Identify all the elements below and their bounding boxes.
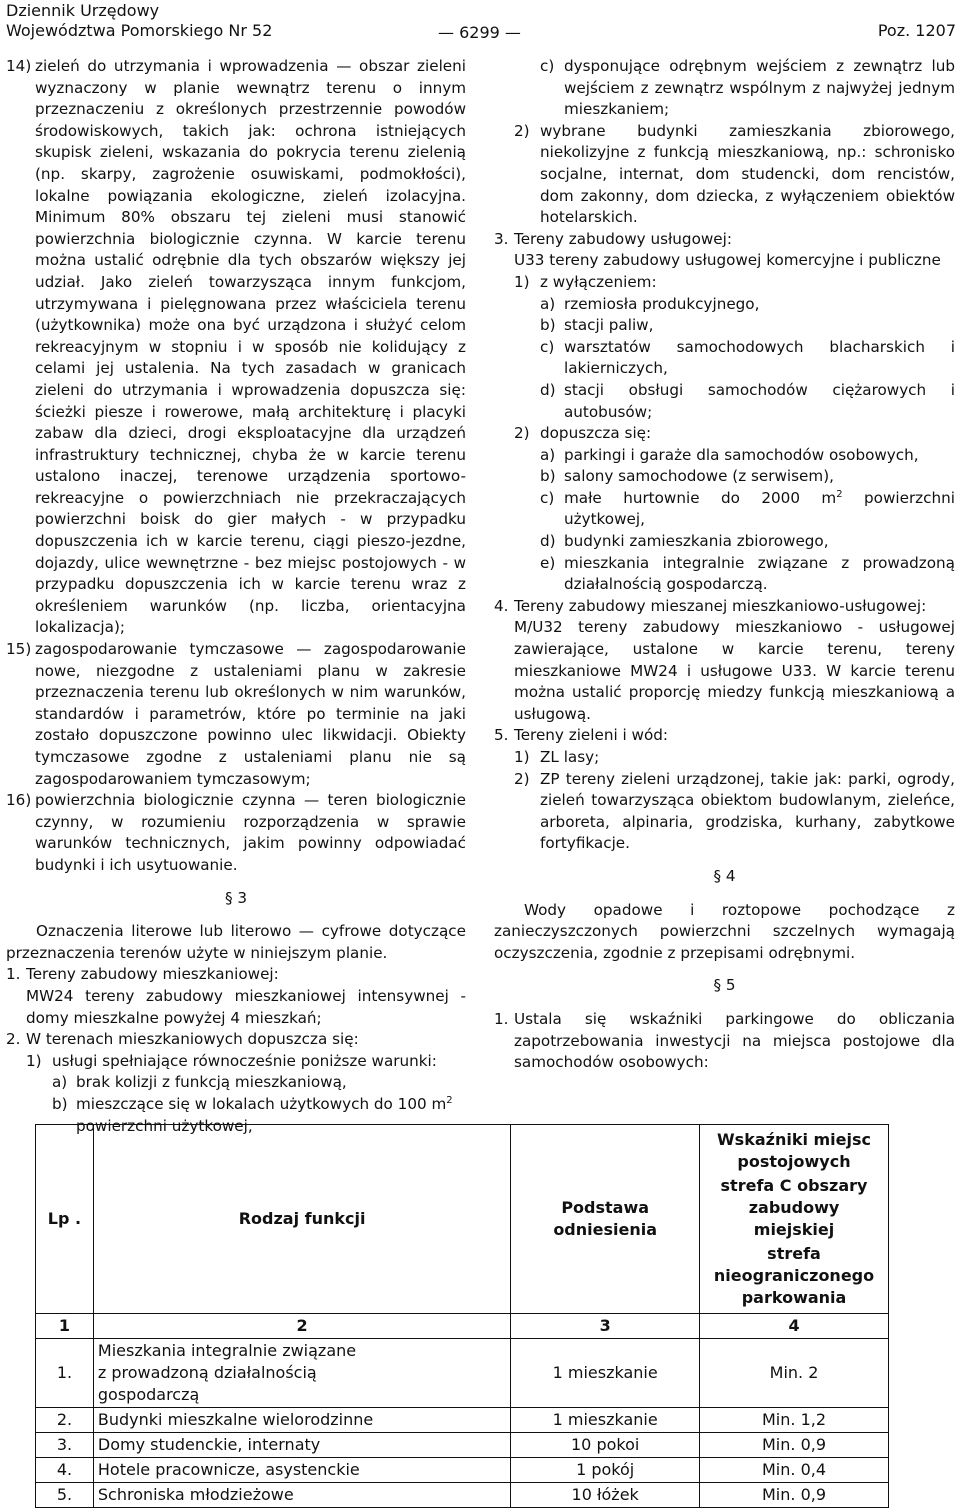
header-function: Rodzaj funkcji [93, 1125, 510, 1314]
superscript: 2 [446, 1094, 453, 1106]
section-3-intro: Oznaczenia literowe lub literowo — cyfrowe dotyczące przeznaczenia terenów użyte w niniejszym planie. [6, 922, 466, 962]
header-indicators [700, 1125, 889, 1314]
right-column [494, 56, 955, 1074]
section-4-heading: § 4 [713, 866, 736, 885]
table-row [36, 1433, 889, 1458]
paragraph-2-point-1 [26, 1051, 466, 1073]
paragraph-3-point-2c [540, 488, 955, 531]
letter-text: budynki zamieszkania zbiorowego, [564, 532, 829, 551]
position-number: Poz. 1207 [877, 21, 956, 40]
header-zone-c: strefa C obszary zabudowy miejskiej [720, 1176, 868, 1239]
table-cell: 3. [36, 1433, 94, 1458]
item-number: 16) [6, 791, 32, 810]
paragraph-3 [494, 229, 955, 251]
journal-title: Dziennik Urzędowy [6, 1, 160, 20]
letter-text-main: mieszczące się w lokalach użytkowych do 100 m [76, 1094, 447, 1113]
definition-item-14 [6, 56, 466, 639]
letter-text: salony samochodowe (z serwisem), [564, 467, 834, 486]
table-cell: Hotele pracownicze, asystenckie [93, 1458, 510, 1483]
item-text: zagospodarowanie tymczasowe — zagospodarowanie nowe, niezgodne z ustaleniami planu w zakresie przeznaczenia terenu lub określonych w nim warunków, standardów i parametrów, które po terminie na jaki zostało dopuszczone powinno ulec likwidacji. Obiekty tymczasowe zgodne z ustaleniami planu nie są zagospodarowaniem tymczasowym; [35, 640, 466, 788]
letter-number: e) [540, 553, 556, 572]
paragraph-2-point-2 [514, 121, 955, 229]
paragraph-3-point-2a [540, 445, 955, 467]
letter-text [564, 488, 955, 531]
table-cell: 1 pokój [511, 1458, 700, 1483]
letter-text: brak kolizji z funkcją mieszkaniową, [76, 1073, 347, 1092]
paragraph-3-point-1b [540, 315, 955, 337]
letter-number: c) [540, 488, 555, 507]
paragraph-number: 2. [6, 1030, 21, 1049]
table-row [36, 1483, 889, 1508]
paragraph-number: 1. [6, 965, 21, 984]
table-cell: Schroniska młodzieżowe [93, 1483, 510, 1508]
paragraph-4-description: M/U32 tereny zabudowy mieszkaniowo - usługowej zawierające, ustalone w karcie terenu, tereny mieszkaniowe MW24 i usługowe U33. W karcie terenu można ustalić proporcję miedzy funkcją mieszkaniową a usługową. [514, 618, 955, 723]
table-cell: 1. [36, 1339, 94, 1408]
paragraph-3-description: U33 tereny zabudowy usługowej komercyjne i publiczne [514, 251, 941, 270]
point-text: ZL lasy; [540, 748, 600, 766]
page-number: — 6299 — [438, 23, 521, 42]
paragraph-text: Tereny zabudowy mieszkaniowej: [26, 965, 279, 984]
section-5-heading: § 5 [713, 976, 736, 995]
table-row [36, 1458, 889, 1483]
item-text: powierzchnia biologicznie czynna — teren biologicznie czynny, w rozumieniu rozporządzenia w sprawie warunków technicznych, jakim powinny odpowiadać budynki i ich usytuowanie. [35, 791, 466, 874]
table-cell: 2. [36, 1408, 94, 1433]
point-text: ZP tereny zieleni urządzonej, takie jak: parki, ogrody, zieleń towarzysząca obiektom budowlanym, zieleńce, arboreta, alpinaria, grodziska, kurhany, zabytkowe fortyfikacje. [540, 769, 955, 853]
paragraph-3-point-2e [540, 553, 955, 596]
point-number: 2) [514, 769, 530, 788]
point-text: wybrane budynki zamieszkania zbiorowego, niekolizyjne z funkcją mieszkaniową, np.: schronisko socjalne, internat, dom studencki, dom rencistów, dom zakonny, dom dziecka, z wyłączeniem obiektów hotelarskich. [540, 121, 955, 227]
journal-issue: Województwa Pomorskiego Nr 52 [6, 21, 273, 40]
point-text: usługi spełniające równocześnie poniższe warunki: [52, 1051, 437, 1070]
table-header-row [36, 1125, 889, 1314]
point-number: 1) [514, 748, 530, 766]
item-number: 15) [6, 640, 32, 659]
letter-text: mieszkania integralnie związane z prowadzoną działalnością gospodarczą. [564, 553, 955, 594]
paragraph-4 [494, 596, 955, 618]
paragraph-5-point-1 [514, 747, 955, 769]
table-cell: 1 mieszkanie [511, 1339, 700, 1408]
letter-number: b) [540, 467, 556, 486]
point-text: dopuszcza się: [540, 424, 652, 443]
table-cell: 10 łóżek [511, 1483, 700, 1508]
paragraph-2 [6, 1029, 466, 1051]
paragraph-number: 4. [494, 596, 509, 615]
letter-number: c) [540, 57, 555, 75]
paragraph-3-point-1d [540, 380, 955, 423]
table-numbering-row [36, 1314, 889, 1339]
paragraph-1 [6, 964, 466, 986]
paragraph-number: 1. [494, 1009, 509, 1028]
point-number: 2) [514, 424, 530, 443]
paragraph-1-description: MW24 tereny zabudowy mieszkaniowej intensywnej - domy mieszkalne powyżej 4 mieszkań; [26, 986, 466, 1027]
table-cell: Min. 0,9 [700, 1483, 889, 1508]
paragraph-text: W terenach mieszkaniowych dopuszcza się: [26, 1030, 359, 1049]
header-zone-free: strefa nieograniczonego parkowania [713, 1244, 875, 1307]
letter-text-tail: powierzchni użytkowej, [564, 488, 955, 529]
table-cell: 1 mieszkanie [511, 1408, 700, 1433]
letter-number: a) [540, 294, 556, 313]
letter-number: b) [540, 316, 556, 335]
table-cell: Min. 2 [700, 1339, 889, 1408]
letter-text: warsztatów samochodowych blacharskich i lakierniczych, [564, 337, 955, 378]
letter-text: stacji paliw, [564, 316, 654, 335]
table-cell: 4 [700, 1314, 889, 1339]
point-number: 1) [514, 272, 530, 291]
paragraph-5-point-2 [514, 769, 955, 855]
paragraph-text: Ustala się wskaźniki parkingowe do obliczania zapotrzebowania inwestycji na miejsca postojowe dla samochodów osobowych: [514, 1009, 955, 1072]
paragraph-text: Tereny zieleni i wód: [514, 726, 669, 745]
paragraph-number: 3. [494, 229, 509, 248]
table-cell: 4. [36, 1458, 94, 1483]
paragraph-5 [494, 725, 955, 747]
table-cell: Min. 0,9 [700, 1433, 889, 1458]
point-c-continued [540, 56, 955, 121]
header-basis: Podstawa odniesienia [511, 1125, 700, 1314]
letter-text-tail: powierzchni użytkowej, [76, 1116, 253, 1135]
letter-number: a) [540, 445, 556, 464]
table-row [36, 1408, 889, 1433]
definition-item-16 [6, 790, 466, 876]
letter-text: parkingi i garaże dla samochodów osobowych, [564, 445, 919, 464]
table-cell: Min. 1,2 [700, 1408, 889, 1433]
letter-number: b) [52, 1094, 68, 1113]
table-cell: 1 [36, 1314, 94, 1339]
table-cell: 10 pokoi [511, 1433, 700, 1458]
table-row [36, 1339, 889, 1408]
paragraph-2-point-1a [52, 1072, 466, 1094]
paragraph-3-point-2 [514, 423, 955, 445]
letter-text: stacji obsługi samochodów ciężarowych i autobusów; [564, 380, 955, 421]
point-number: 2) [514, 121, 530, 140]
point-text: z wyłączeniem: [540, 272, 657, 291]
page-header [6, 0, 956, 46]
point-number: 1) [26, 1051, 42, 1070]
paragraph-number: 5. [494, 726, 509, 745]
table-cell: 2 [93, 1314, 510, 1339]
table-cell: Mieszkania integralnie związane z prowadzoną działalnością gospodarczą [93, 1339, 510, 1408]
letter-text-main: małe hurtownie do 2000 m [564, 488, 837, 507]
item-number: 14) [6, 57, 32, 75]
section-5-paragraph-1 [494, 1009, 955, 1074]
paragraph-3-point-1a [540, 294, 955, 316]
letter-text: dysponujące odrębnym wejściem z zewnątrz lub wejściem z zewnątrz wspólnym z najwyżej jednym mieszkaniem; [564, 57, 955, 119]
definition-item-15 [6, 639, 466, 790]
letter-number: c) [540, 337, 555, 356]
header-lp: Lp . [36, 1125, 94, 1314]
section-4-text: Wody opadowe i roztopowe pochodzące z zanieczyszczonych powierzchni szczelnych wymagają oczyszczenia, zgodnie z przepisami odrębnymi. [494, 900, 955, 962]
table-cell: Domy studenckie, internaty [93, 1433, 510, 1458]
left-column [6, 56, 466, 1137]
table-cell: 5. [36, 1483, 94, 1508]
letter-number: d) [540, 532, 556, 551]
table-cell: Min. 0,4 [700, 1458, 889, 1483]
paragraph-text: Tereny zabudowy usługowej: [514, 229, 732, 248]
paragraph-3-point-2d [540, 531, 955, 553]
letter-number: a) [52, 1073, 68, 1092]
paragraph-text: Tereny zabudowy mieszanej mieszkaniowo-usługowej: [514, 596, 927, 615]
paragraph-3-point-1 [514, 272, 955, 294]
section-3-heading: § 3 [224, 888, 248, 907]
paragraph-3-point-2b [540, 466, 955, 488]
paragraph-3-point-1c [540, 337, 955, 380]
item-text: zieleń do utrzymania i wprowadzenia — obszar zieleni wyznaczony w planie wewnątrz terenu o innym przeznaczeniu z określonych przestrzennie powodów środowiskowych, takich jak: ochrona istniejących skupisk zieleni, wskazania do pokrycia terenu zielenią (np. skarpy, zagrożenie osuwiskami, podmokłości), lokalne powiązania ekologiczne, zieleń izolacyjna. Minimum 80% obszaru tej zieleni musi stanowić powierzchnia biologicznie czynna. W karcie terenu można ustalić odrębnie dla tych obszarów większy jej udział. Jako zieleń towarzysząca innym funkcjom, utrzymywana i pielęgnowana przez właściciela terenu (użytkownika) może ona być urządzona i służyć celom rekreacyjnym w stopniu i w sposób nie kolidujący z celami jej ustalenia. Na tych zasadach w granicach zieleni do utrzymania i wprowadzenia dopuszcza się: ścieżki piesze i rowerowe, małą architekturę i placyki zabaw dla dzieci, drogi eksploatacyjne dla urządzeń infrastruktury technicznej, chyba że w karcie terenu ustalono inaczej, terenowe urządzenia sportowo-rekreacyjne o powierzchniach nie przekraczających powierzchni boisk do gier małych - w przypadku dopuszczenia ich w karcie terenu, ciągi pieszo-jezdne, dojazdy, ulice wewnętrzne - bez miejsc postojowych - w przypadku dopuszczenia ich w karcie terenu wraz z określeniem warunków (np. liczba, orientacyjna lokalizacja); [35, 57, 466, 637]
header-indicator-title: Wskaźniki miejsc postojowych [717, 1130, 872, 1171]
table-cell: 3 [511, 1314, 700, 1339]
superscript: 2 [836, 488, 843, 500]
table-cell: Budynki mieszkalne wielorodzinne [93, 1408, 510, 1433]
letter-text: rzemiosła produkcyjnego, [564, 294, 760, 313]
letter-number: d) [540, 380, 556, 399]
parking-indicators-table [35, 1124, 889, 1508]
